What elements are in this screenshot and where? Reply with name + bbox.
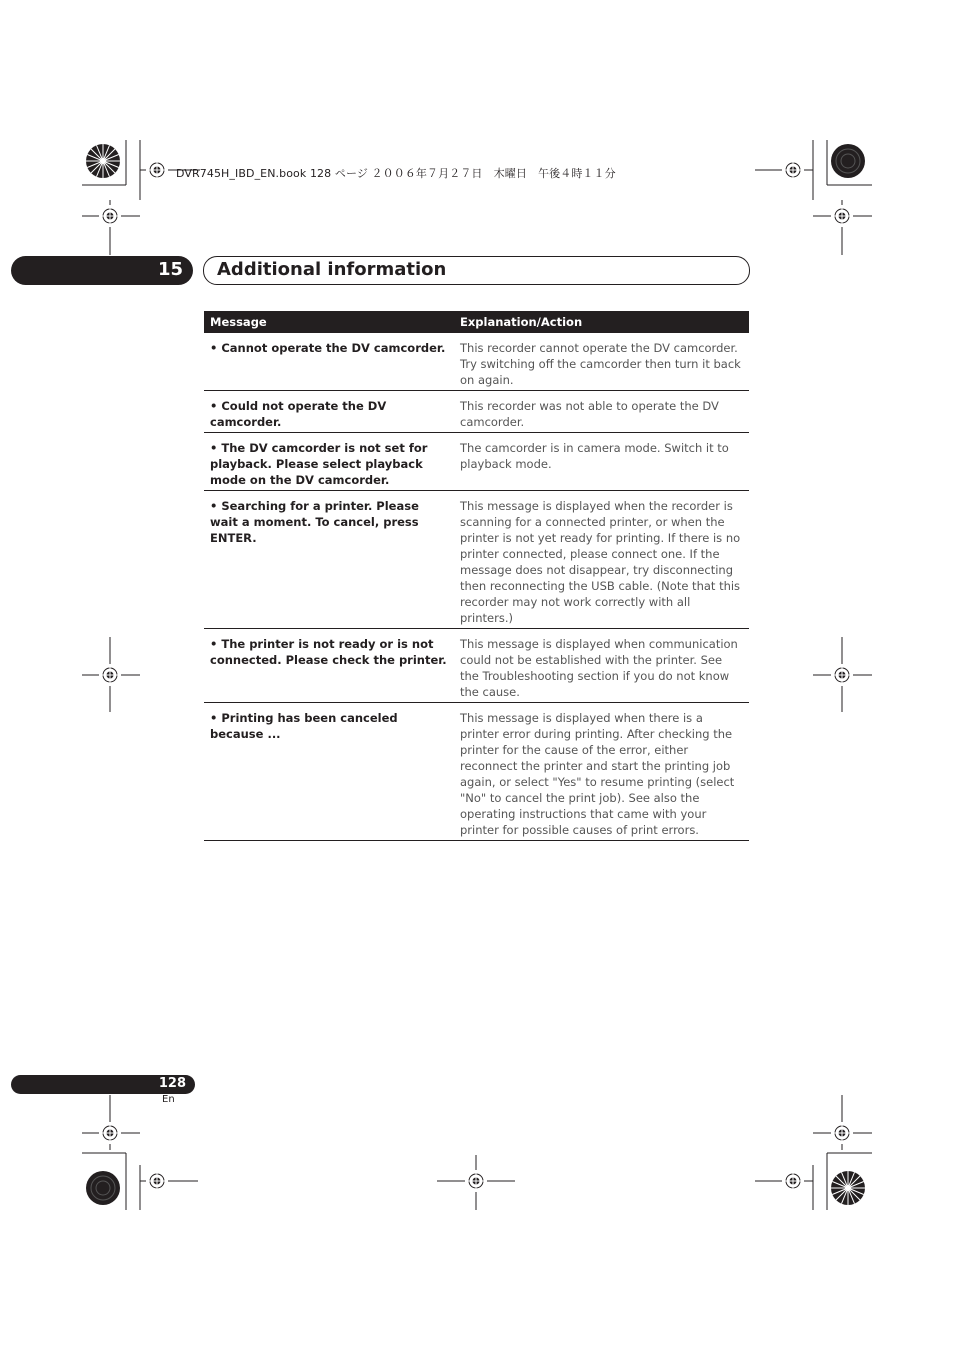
table-header (204, 311, 749, 333)
chapter-title: Additional information (217, 259, 447, 280)
row-divider (204, 840, 749, 841)
page-language: En (162, 1094, 175, 1105)
row-explanation: This recorder was not able to operate the DV camcorder. (460, 399, 719, 429)
messages-table (204, 311, 749, 841)
row-explanation: This message is displayed when communication could not be established with the printer. See the Troubleshooting section if you do not know the cause. (460, 637, 738, 699)
row-message: • Could not operate the DV camcorder. (210, 399, 387, 429)
header-message: Message (210, 315, 267, 329)
chapter-title-box (203, 256, 750, 285)
row-explanation: This recorder cannot operate the DV camcorder. Try switching off the camcorder then turn it back on again. (460, 341, 741, 387)
page-number: 128 (158, 1076, 186, 1091)
chapter-tab (11, 256, 193, 285)
row-explanation: This message is displayed when there is a printer error during printing. After checking the printer for the cause of the error, either reconnect the printer and start the printing job again, or select "Yes" to resume printing (select "No" to cancel the print job). See also the operating instructions that came with your printer for possible causes of print errors. (460, 711, 735, 837)
print-file-header: DVR745H_IBD_EN.book 128 ページ ２００６年７月２７日 木曜日 午後４時１１分 (176, 167, 616, 180)
table-row (204, 391, 749, 433)
table-row (204, 333, 749, 391)
row-explanation: The camcorder is in camera mode. Switch it to playback mode. (460, 441, 729, 471)
table-row (204, 629, 749, 703)
chapter-number: 15 (157, 259, 183, 280)
table-row (204, 491, 749, 629)
row-message: • Printing has been canceled because ... (210, 711, 398, 741)
page-number-tab (11, 1075, 195, 1094)
row-message: • Cannot operate the DV camcorder. (210, 341, 446, 355)
row-explanation: This message is displayed when the recorder is scanning for a connected printer, or when the printer is not yet ready for printing. If there is no printer connected, please connect one. If the message does not disappear, try disconnecting then reconnecting the USB cable. (Note that this recorder may not work correctly with all printers.) (460, 499, 741, 625)
header-explanation: Explanation/Action (460, 315, 583, 329)
row-message: • The DV camcorder is not set for playback. Please select playback mode on the DV camcorder. (210, 441, 428, 487)
table-row (204, 703, 749, 841)
row-message: • The printer is not ready or is not connected. Please check the printer. (210, 637, 447, 667)
table-row (204, 433, 749, 491)
row-message: • Searching for a printer. Please wait a moment. To cancel, press ENTER. (210, 499, 419, 545)
